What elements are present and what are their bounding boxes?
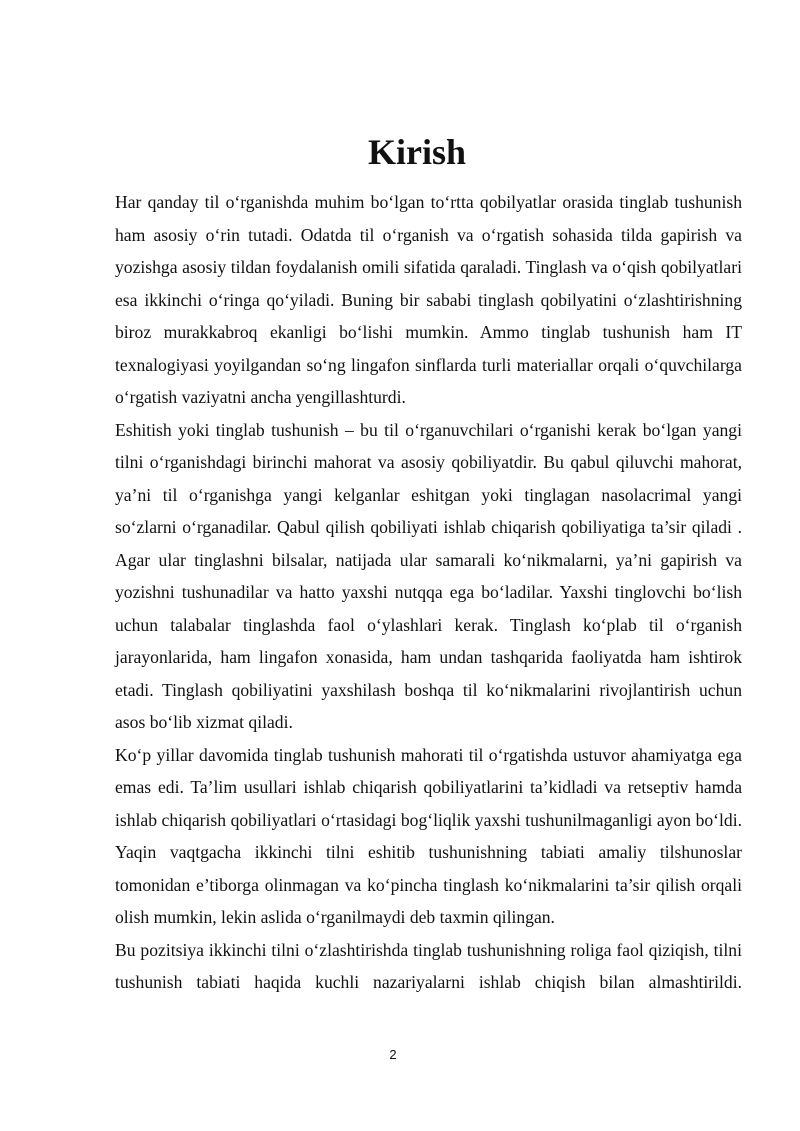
paragraph-4: Bu pozitsiya ikkinchi tilni o‘zlashtirishda tinglab tushunishning roliga faol qiziqish, tilni tushunish tabiati haqida kuchli nazariyalarni ishlab chiqish bilan almashtirildi. [115,939,742,992]
paragraph-2: Eshitish yoki tinglab tushunish – bu til o‘rganuvchilari o‘rganishi kerak bo‘lgan yangi tilni o‘rganishdagi birinchi mahorat va asosiy qobiliyatdir. Bu qabul qiluvchi mahorat, ya’ni til o‘rganishga yangi kelganlar eshitgan yoki tinglagan nasolacrimal yangi so‘zlarni o‘rganadilar. Qabul qilish qobiliyati ishlab chiqarish qobiliyatiga ta’sir qiladi . Agar ular tinglashni bilsalar, natijada ular samarali ko‘nikmalarni, ya’ni gapirish va yozishni tushunadilar va hatto yaxshi nutqqa ega bo‘ladilar. Yaxshi tinglovchi bo‘lish uchun talabalar tinglashda faol o‘ylashlari kerak. Tinglash ko‘plab til o‘rganish jarayonlarida, ham lingafon xonasida, ham undan tashqarida faoliyatda ham ishtirok etadi. Tinglash qobiliyatini yaxshilash boshqa til ko‘nikmalarini rivojlantirish uchun asos bo‘lib xizmat qiladi. [115,419,742,732]
body-text [115,186,742,999]
paragraph-1: Har qanday til o‘rganishda muhim bo‘lgan to‘rtta qobilyatlar orasida tinglab tushunish ham asosiy o‘rin tutadi. Odatda til o‘rganish va o‘rgatish sohasida tilda gapirish va yozishga asosiy tildan foydalanish omili sifatida qaraladi. Tinglash va o‘qish qobilyatlari esa ikkinchi o‘ringa qo‘yiladi. Buning bir sababi tinglash qobilyatini o‘zlashtirishning biroz murakkabroq ekanligi bo‘lishi mumkin. Ammo tinglab tushunish ham IT texnalogiyasi yoyilgandan so‘ng lingafon sinflarda turli materiallar orqali o‘quvchilarga o‘rgatish vaziyatni ancha yengillashturdi. [115,192,742,407]
page-title: Kirish [367,132,466,172]
page-number: 2 [389,1047,397,1062]
paragraph-3: Ko‘p yillar davomida tinglab tushunish mahorati til o‘rgatishda ustuvor ahamiyatga ega emas edi. Ta’lim usullari ishlab chiqarish qobiliyatlarini ta’kidladi va retseptiv hamda ishlab chiqarish qobiliyatlari o‘rtasidagi bog‘liqlik yaxshi tushunilmaganligi ayon bo‘ldi. Yaqin vaqtgacha ikkinchi tilni eshitib tushunishning tabiati amaliy tilshunoslar tomonidan e’tiborga olinmagan va ko‘pincha tinglash ko‘nikmalarini ta’sir qilish orqali olish mumkin, lekin aslida o‘rganilmaydi deb taxmin qilingan. [115,744,742,927]
